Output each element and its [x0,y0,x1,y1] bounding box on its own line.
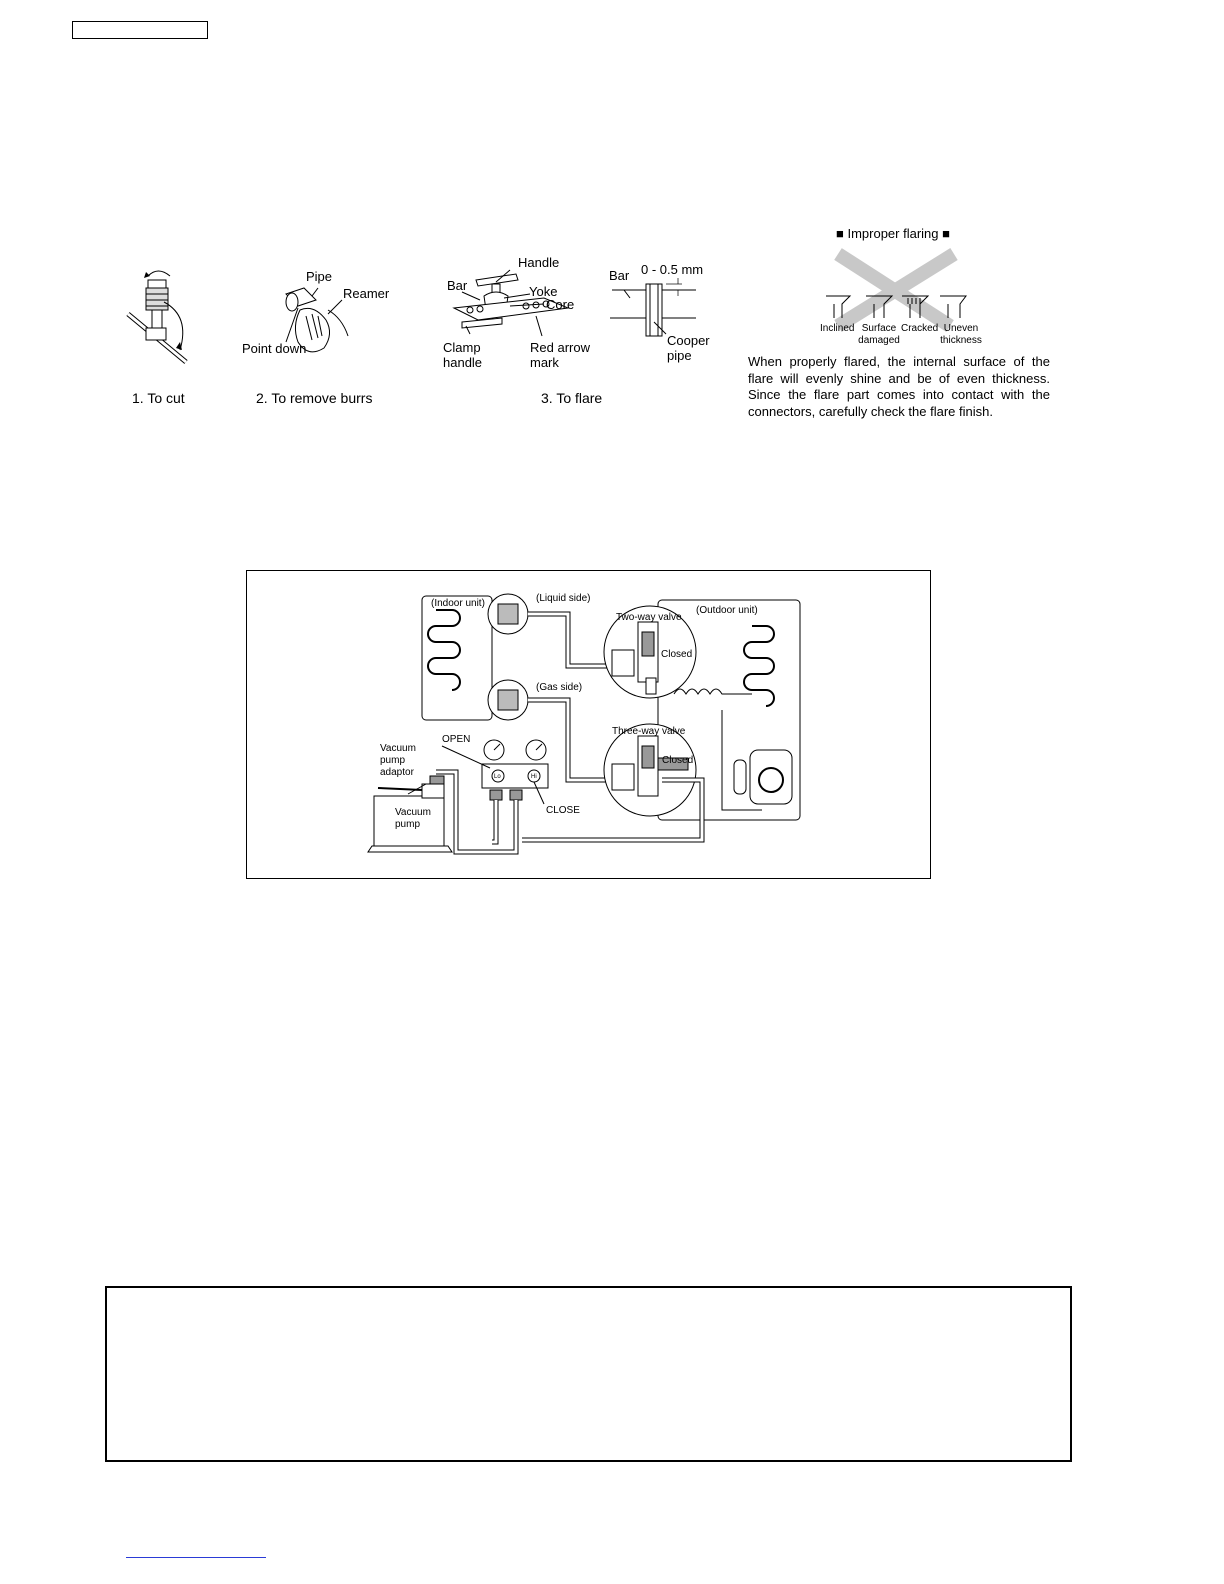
flare-detail-illustration [610,278,700,338]
three-way-valve-label: Three-way valve [612,726,686,737]
uneven-thickness-label: Uneven thickness [940,323,982,346]
footer-link-underline[interactable] [126,1557,266,1558]
surface-damaged-label: Surface damaged [858,323,900,346]
bar-label: Bar [447,278,468,293]
detail-bar-label: Bar [609,268,630,283]
square-bullet-icon: ■ [938,226,950,241]
dimension-label: 0 - 0.5 mm [641,262,704,277]
gas-side-label: (Gas side) [536,682,583,693]
vacuum-pump-label: Vacuum pump [395,807,431,830]
gauge-hi-label: Hi [531,774,537,780]
core-label: Core [546,297,575,312]
outdoor-unit-label: (Outdoor unit) [696,605,758,616]
open-label: OPEN [442,734,471,745]
liquid-side-label: (Liquid side) [536,593,591,604]
clamp-handle-label: Clamp handle [443,340,483,370]
flare-finish-note: When properly flared, the internal surface of the flare will evenly shine and be of even thickness. Since the flare part comes into contact with the connectors, carefully check the flare finish. [748,354,1050,419]
evacuation-diagram [246,570,930,878]
improper-flaring-illustration [820,248,980,328]
to-cut-caption: 1. To cut [132,390,185,406]
closed-label-1: Closed [661,649,693,660]
square-bullet-icon: ■ [836,226,848,241]
reamer-label: Reamer [343,286,390,301]
handle-label: Handle [518,255,560,270]
point-down-label: Point down [242,341,307,356]
close-label: CLOSE [546,805,580,816]
red-arrow-mark-label: Red arrow mark [530,340,590,370]
notice-box [105,1286,1072,1462]
improper-flaring-text: Improper flaring [847,226,939,241]
pipe-label: Pipe [306,269,333,284]
vacuum-pump-adaptor-label: Vacuum pump adaptor [380,743,416,778]
indoor-unit-label: (Indoor unit) [431,598,485,609]
two-way-valve-label: Two-way valve [616,612,682,623]
cracked-label: Cracked [901,323,939,334]
pipe-cutter-illustration [120,262,200,372]
improper-flaring-title [836,226,950,241]
yoke-label: Yoke [529,284,558,299]
remove-burrs-caption: 2. To remove burrs [256,390,373,406]
to-flare-caption: 3. To flare [541,390,603,406]
model-number-box [72,21,208,39]
gauge-lo-label: Lo [494,774,501,780]
inclined-label: Inclined [820,323,855,334]
cooper-pipe-label: Cooper pipe [667,333,710,363]
closed-label-2: Closed [662,755,694,766]
